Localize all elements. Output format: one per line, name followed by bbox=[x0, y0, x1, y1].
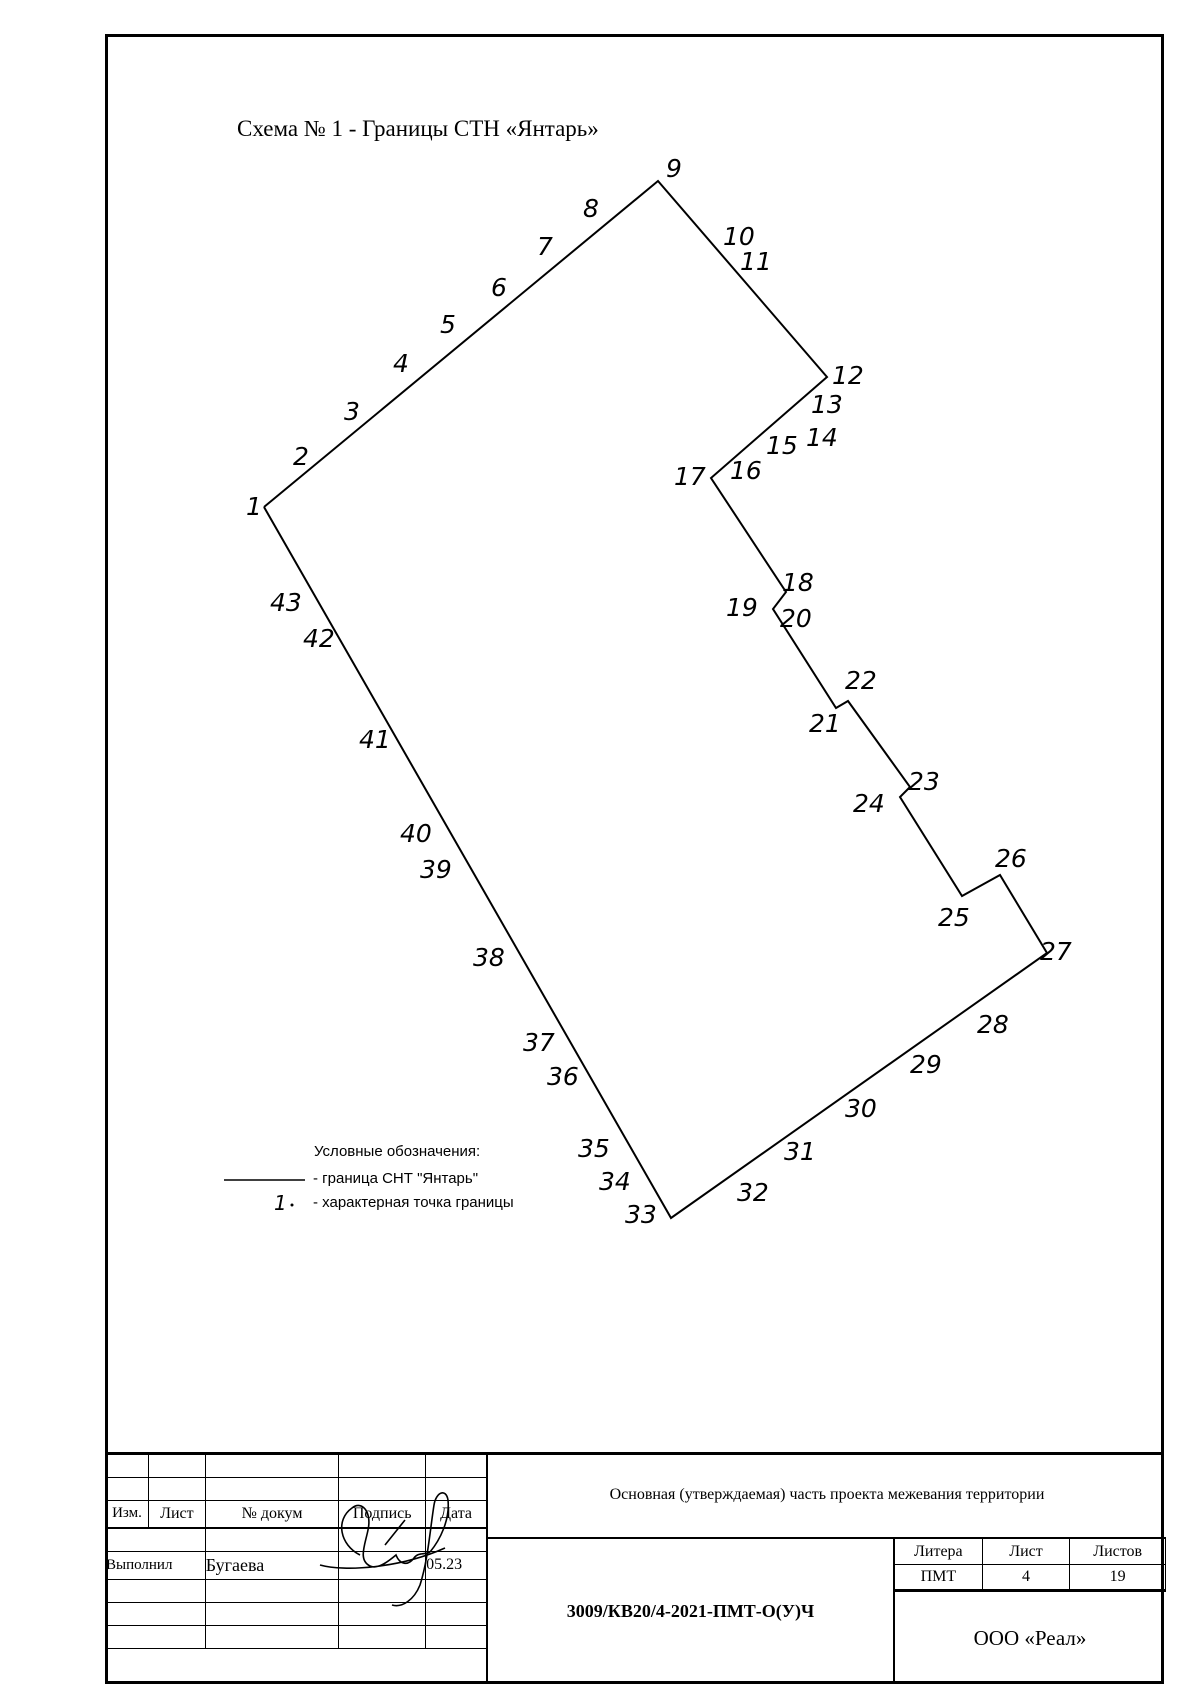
boundary-point-label: 9 bbox=[666, 154, 682, 183]
legend-point-label: - характерная точка границы bbox=[313, 1194, 514, 1211]
boundary-point-label: 7 bbox=[537, 232, 553, 261]
boundary-point-label: 37 bbox=[523, 1028, 555, 1057]
legend-point-symbol bbox=[291, 1204, 294, 1207]
sheet-info-table bbox=[894, 1538, 1166, 1590]
boundary-point-label: 1 bbox=[246, 492, 262, 521]
boundary-point-label: 28 bbox=[977, 1010, 1009, 1039]
sheets-label: Листов bbox=[1070, 1539, 1166, 1565]
boundary-point-label: 8 bbox=[583, 194, 599, 223]
header-date: Дата bbox=[426, 1501, 487, 1528]
boundary-point-label: 21 bbox=[809, 709, 841, 738]
boundary-point-label: 16 bbox=[730, 456, 762, 485]
boundary-point-label: 17 bbox=[674, 462, 706, 491]
boundary-point-label: 20 bbox=[780, 604, 812, 633]
boundary-point-label: 33 bbox=[625, 1200, 657, 1229]
header-izm: Изм. bbox=[106, 1501, 149, 1528]
boundary-point-label: 36 bbox=[547, 1062, 579, 1091]
boundary-point-label: 18 bbox=[782, 568, 814, 597]
boundary-point-label: 25 bbox=[938, 903, 970, 932]
boundary-point-label: 43 bbox=[270, 588, 302, 617]
executor-name: Бугаева bbox=[205, 1551, 339, 1579]
boundary-point-label: 39 bbox=[420, 855, 452, 884]
date-value: 05.23 bbox=[426, 1551, 487, 1579]
title-block bbox=[105, 1452, 1164, 1684]
boundary-point-label: 31 bbox=[784, 1137, 816, 1166]
sheet-value: 4 bbox=[982, 1565, 1070, 1590]
boundary-point-label: 24 bbox=[853, 789, 885, 818]
header-list: Лист bbox=[148, 1501, 205, 1528]
sheet-label: Лист bbox=[982, 1539, 1070, 1565]
boundary-point-label: 13 bbox=[811, 390, 843, 419]
document-code: 3009/КВ20/4-2021-ПМТ-О(У)Ч bbox=[566, 1601, 815, 1621]
boundary-point-label: 5 bbox=[440, 310, 456, 339]
legend-line-label: - граница СНТ "Янтарь" bbox=[313, 1170, 479, 1187]
litera-label: Литера bbox=[895, 1539, 983, 1565]
boundary-point-label: 40 bbox=[400, 819, 432, 848]
sheets-value: 19 bbox=[1070, 1565, 1166, 1590]
boundary-point-label: 23 bbox=[908, 767, 940, 796]
header-doc: № докум bbox=[205, 1501, 339, 1528]
scheme-title: Схема № 1 - Границы СТН «Янтарь» bbox=[237, 116, 599, 141]
boundary-point-label: 11 bbox=[740, 247, 772, 276]
boundary-point-label: 19 bbox=[726, 593, 758, 622]
boundary-point-label: 42 bbox=[303, 624, 335, 653]
boundary-point-label: 22 bbox=[845, 666, 877, 695]
executed-label: Выполнил bbox=[106, 1551, 206, 1579]
legend-title: Условные обозначения: bbox=[314, 1143, 481, 1160]
boundary-point-label: 6 bbox=[491, 273, 507, 302]
boundary-point-label: 27 bbox=[1040, 937, 1072, 966]
boundary-point-label: 14 bbox=[806, 423, 838, 452]
boundary-point-label: 10 bbox=[723, 222, 755, 251]
boundary-point-label: 26 bbox=[995, 844, 1027, 873]
boundary-point-label: 12 bbox=[832, 361, 864, 390]
boundary-point-label: 41 bbox=[359, 725, 391, 754]
boundary-point-label: 29 bbox=[910, 1050, 942, 1079]
legend-point-number: 1 bbox=[274, 1191, 287, 1215]
boundary-point-label: 30 bbox=[845, 1094, 877, 1123]
boundary-point-label: 15 bbox=[766, 431, 798, 460]
boundary-point-label: 3 bbox=[344, 397, 360, 426]
boundary-point-label: 4 bbox=[393, 349, 409, 378]
boundary-point-label: 32 bbox=[737, 1178, 769, 1207]
boundary-point-label: 38 bbox=[473, 943, 505, 972]
boundary-point-label: 34 bbox=[599, 1167, 631, 1196]
organization-name: ООО «Реал» bbox=[973, 1625, 1087, 1650]
document-description: Основная (утверждаемая) часть проекта межевания территории bbox=[609, 1485, 1045, 1503]
litera-value: ПМТ bbox=[895, 1565, 983, 1590]
revision-table bbox=[105, 1454, 487, 1649]
header-sign: Подпись bbox=[339, 1501, 426, 1528]
boundary-point-label: 2 bbox=[293, 442, 309, 471]
boundary-point-label: 35 bbox=[578, 1134, 610, 1163]
